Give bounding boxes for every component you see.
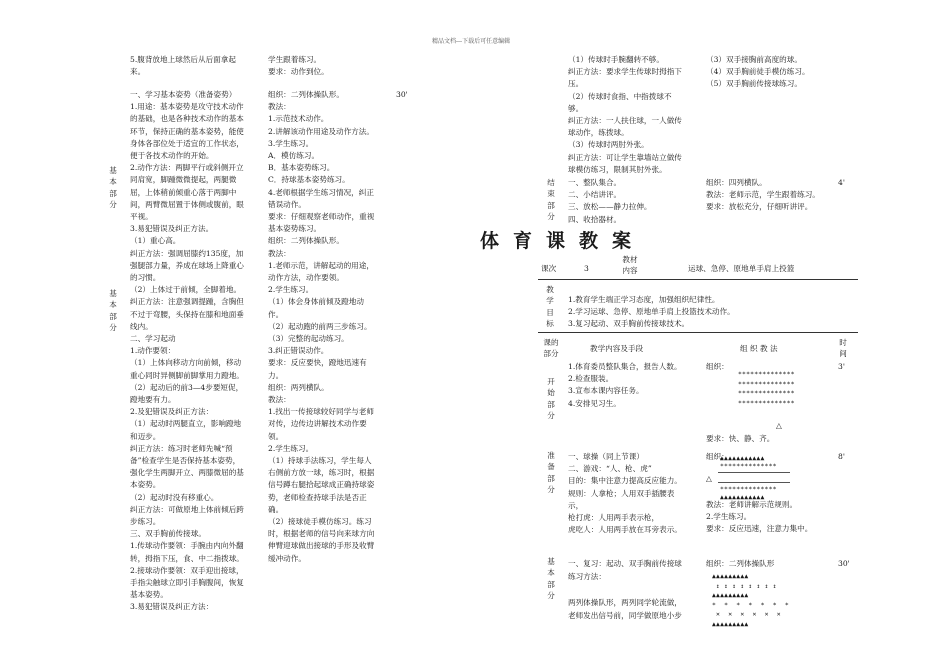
row-divider xyxy=(538,332,858,333)
goal-section: 教学目标 xyxy=(546,285,554,329)
content-line: （2）传球时食指、中指拨球不 xyxy=(568,91,672,101)
content-line: 够。 xyxy=(568,103,584,113)
basic-organization: 组织：二列体操队形 xyxy=(706,559,775,568)
content-line: （1）传球时手腕翻转不够。 xyxy=(568,55,664,64)
column-content-header: 教学内容及手段 xyxy=(590,344,644,353)
start-section: 开始部分 xyxy=(547,377,555,421)
column-method-header: 组 织 教 法 xyxy=(740,344,778,353)
content-line: 纠正方法：可做原地上体前倾后跨 xyxy=(130,504,244,514)
content-line: 1.动作要领： xyxy=(130,346,176,356)
method-line: 基本姿势练习。 xyxy=(268,224,322,234)
method-line: 教法： xyxy=(268,248,291,258)
content-line: 基本姿势。 xyxy=(130,590,168,600)
left-top-c1-1: 来。 xyxy=(130,67,146,76)
method-line: 1.找出一传接球较好同学与老师 xyxy=(268,407,374,417)
method-line: 教法： xyxy=(268,395,291,404)
method-line: （4）双手胸前徒手模仿练习。 xyxy=(706,67,810,77)
method-line: 力。 xyxy=(268,370,284,380)
content-line: （2）起动时没有移重心。 xyxy=(130,492,219,502)
method-line: 教法： xyxy=(268,102,291,112)
method-line: 1.示范技术动作。 xyxy=(268,114,329,124)
content-line: 纠正方法：注意强调提踵，含胸但 xyxy=(130,297,244,307)
content-line: 1.传球动作要领：手腕由内向外翻 xyxy=(130,541,244,551)
method-line: 信号蹲右腿拾起球成正确持球姿 xyxy=(268,480,375,490)
method-line: 2.学生练习。 xyxy=(268,285,314,295)
content-line: 备”检查学生是否保持基本姿势， xyxy=(130,456,241,465)
content-line: 纠正方法：一人扶住球，一人做传 xyxy=(568,116,682,125)
game-formation-figure: ▲▲▲▲▲▲▲▲▲▲▲ xyxy=(720,454,765,462)
content-line: 纠正方法：要求学生传球时拇指下 xyxy=(568,67,682,77)
content-line: 3.易犯错误及纠正方法： xyxy=(130,602,214,612)
game-formation-figure-3: ************** xyxy=(720,485,777,493)
lesson-label: 课次 xyxy=(541,264,557,273)
content-line: （2）起动后的前3—4步要短促， xyxy=(130,382,244,392)
content-line: 便于各技术动作的开始。 xyxy=(130,151,214,160)
method-line: 4.老师根据学生练习情况，纠正 xyxy=(268,187,374,197)
goal-line: 1.教育学生端正学习态度，加强组织纪律性。 xyxy=(568,295,720,304)
content-line: （1）起动时两腿直立，影响蹬地 xyxy=(130,419,242,429)
basic-section: 基本部分 xyxy=(547,557,555,601)
method-line: （1）体会身体前倾及蹬地动 xyxy=(268,297,364,307)
content-line: 的基础，也是各种技术动作的基本 xyxy=(130,114,244,124)
content-line: 4.安排见习生。 xyxy=(568,398,621,408)
method-line: 右侧前方放一球，练习时，根据 xyxy=(268,468,375,478)
content-line: 一、球操（同上节课） xyxy=(568,452,644,461)
method-line: （3）双手接胸前高度的球。 xyxy=(706,55,802,64)
method-line: 组织：二列体操队形。 xyxy=(268,236,344,246)
method-line: 教法：老师示范，学生跟着练习。 xyxy=(706,190,820,200)
content-line: 纠正方法：强调屈膝约135度，加 xyxy=(130,248,244,258)
left-top-c2-0: 学生跟着练习。 xyxy=(268,55,322,64)
content-line: 步练习。 xyxy=(130,517,161,526)
content-line: 手指尖触球立即引手胸腹间，恢复 xyxy=(130,578,244,587)
method-line: 组织：二列体操队形。 xyxy=(268,90,344,99)
prep-section: 准备部分 xyxy=(547,451,555,495)
content-line: 三、双手胸前传接球。 xyxy=(130,529,206,539)
content-line: 示， xyxy=(568,500,584,510)
pair-formation-figure: ▲▲▲▲▲▲▲▲▲ ↕ ↕ ↕ ↕ ↕ ↕ ↕ ↕ ▲▲▲▲▲▲▲▲▲ * * * * * * * ✕ ✕ ✕ ✕ ✕ ✕ ▲▲▲▲▲▲▲▲▲ xyxy=(712,572,789,628)
method-line: 2.讲解该动作用途及动作方法。 xyxy=(268,126,374,136)
content-line: 虎吃人：人用两手放在耳旁表示。 xyxy=(568,525,682,535)
content-line: 转，拇指下压，食、中二指拨球。 xyxy=(130,553,244,563)
content-line: 1.用途：基本姿势是攻守技术动作 xyxy=(130,102,244,112)
game-formation-figure-2: ************** xyxy=(720,462,777,470)
content-line: 不过于弯腰，头保持在膝和地面垂 xyxy=(130,309,244,319)
row-divider xyxy=(538,279,858,280)
start-time: 3' xyxy=(838,362,845,371)
prep-organization: 组织： xyxy=(706,452,729,461)
content-line: 身体各部位处于适宜的工作状态， xyxy=(130,138,244,148)
content-line: 2.接球动作要领：双手迎出接球， xyxy=(130,565,244,575)
content-line: 1.体育委员整队集合，报告人数。 xyxy=(568,362,682,371)
teacher-triangle-icon: △ xyxy=(776,421,782,430)
left-time-30: 30' xyxy=(396,90,408,99)
page-title: 体育课教案 xyxy=(480,230,646,252)
method-line: 时，根据老师的信号向来球方向 xyxy=(268,529,375,539)
lesson-number: 3 xyxy=(584,264,589,273)
method-line: 作。 xyxy=(268,309,284,319)
content-line: 一、整队集合。 xyxy=(568,178,622,187)
left-section-basic-1: 基本部分 xyxy=(109,166,117,210)
goal-line: 2.学习运球、急停、原地单手肩上投篮技术动作。 xyxy=(568,307,735,317)
content-line: 重心同时异侧脚前脚掌用力蹬地。 xyxy=(130,370,244,380)
content-line: 3.易犯错误及纠正方法。 xyxy=(130,224,214,234)
content-line: 2.动作方法：两脚平行或斜侧开立 xyxy=(130,163,244,173)
content-line: 一、学习基本姿势（准备姿势） xyxy=(130,90,237,99)
content-line: 纠正方法：练习时老师先喊“预 xyxy=(130,443,233,453)
content-line: 强腿部力量，养成在球场上降重心 xyxy=(130,260,244,270)
content-line: 规则：人拿枪；人用双手插腰表 xyxy=(568,488,675,498)
method-line: 伸臂迎球做出接球的手形及收臂 xyxy=(268,541,375,551)
content-line: （1）重心高。 xyxy=(130,236,181,246)
content-line: 球动作，练拨球。 xyxy=(568,128,629,138)
content-line: 屈，上体稍前倾重心落于两脚中 xyxy=(130,187,237,197)
content-line: 间，两臂微屈置于体侧或腹前，眼 xyxy=(130,199,244,209)
prep-requirement: 要求：反应迅速，注意力集中。 xyxy=(706,524,813,533)
start-organization: 组织： xyxy=(706,362,729,371)
content-line: 两列体操队形，两列同学轮流做， xyxy=(568,598,682,607)
method-line: A．模仿练习。 xyxy=(268,151,320,160)
content-line: 2.及犯错误及纠正方法： xyxy=(130,407,214,417)
method-line: 2.学生练习。 xyxy=(268,443,314,453)
goal-line: 3.复习起动、双手胸前传接球技术。 xyxy=(568,319,690,329)
left-top-c1-0: 5.腹背放地上球然后从后面拿起 xyxy=(130,55,236,64)
content-line: 四、收拾器材。 xyxy=(568,214,622,224)
method-line: 确。 xyxy=(268,504,284,514)
method-line: 势，老师检查持球手法是否正 xyxy=(268,492,367,502)
content-line: 和迈步。 xyxy=(130,431,161,441)
game-formation-figure-4: ▲▲▲▲▲▲▲▲▲▲▲ xyxy=(720,493,765,501)
method-line: B．基本姿势练习。 xyxy=(268,163,335,173)
content-line: 环节，保持正确的基本姿势，能使 xyxy=(130,126,244,136)
method-line: （3）完整的起动练习。 xyxy=(268,334,349,343)
prep-time: 8' xyxy=(838,452,845,461)
method-line: C．持球基本姿势练习。 xyxy=(268,175,350,185)
content-line: 二、小结讲评。 xyxy=(568,190,622,200)
page-header-note: 精品文档---下载后可任意编辑 xyxy=(432,38,511,45)
content-line: 平视。 xyxy=(130,212,153,221)
content-line: 蹬地要有力。 xyxy=(130,395,176,404)
content-line: 纠正方法：可让学生靠墙站立做传 xyxy=(568,152,682,162)
column-time-header: 时间 xyxy=(839,338,847,359)
content-line: 2.检查服装。 xyxy=(568,374,614,384)
part-label: 课的部分 xyxy=(543,338,559,359)
basic-time: 30' xyxy=(838,559,850,568)
content-line: 球模仿练习，限制其肘外张。 xyxy=(568,164,667,174)
method-line: 组织：四列横队。 xyxy=(706,178,767,187)
method-line: 3.纠正错误动作。 xyxy=(268,346,329,356)
method-line: 错误动作。 xyxy=(268,199,306,209)
content-line: 三、放松——静力拉伸。 xyxy=(568,202,652,212)
method-line: 动作方法，动作要领。 xyxy=(268,273,344,282)
content-line: 线内。 xyxy=(130,321,153,331)
content-line: 二、游戏：“人、枪、虎” xyxy=(568,464,652,474)
method-line: 对传，边传边讲解技术动作要 xyxy=(268,419,367,429)
method-line: 要求：反应要快，蹬地迅速有 xyxy=(268,358,367,368)
content-line: 老师发出信号前，同学做原地小步 xyxy=(568,611,682,620)
content-line: 一、复习：起动、双手胸前传接球 xyxy=(568,559,682,568)
method-line: 要求：仔细观察老师动作，重视 xyxy=(268,212,375,221)
method-line: 组织：两列横队。 xyxy=(268,382,329,392)
method-line: 3.学生练习。 xyxy=(268,138,314,148)
content-line: 3.宣布本课内容任务。 xyxy=(568,386,644,396)
material-label: 教材内容 xyxy=(622,255,638,276)
content-line: 本姿势。 xyxy=(130,480,161,490)
content-line: （3）传球时两肘外张。 xyxy=(568,140,649,150)
prep-method: 教法：老师讲解示范规则。 xyxy=(706,500,798,509)
method-line: （2）接球徒手模仿练习。练习 xyxy=(268,517,372,526)
content-line: 枪打虎：人用两手表示枪， xyxy=(568,513,660,522)
teacher-triangle-icon: △ xyxy=(706,474,712,483)
content-line: 压。 xyxy=(568,79,584,89)
content-line: 二、学习起动 xyxy=(130,334,176,343)
game-line xyxy=(718,482,790,483)
content-line: （2）上体过于前倾，全脚着地。 xyxy=(130,285,242,295)
left-top-c2-1: 要求：动作到位。 xyxy=(268,67,329,76)
start-requirement: 要求：快、静、齐。 xyxy=(706,434,775,443)
method-line: （1）持球手法练习，学生每人 xyxy=(268,456,372,465)
content-line: 目的：集中注意力提高反应能力。 xyxy=(568,476,682,486)
method-line: 要求：放松充分，仔细听讲评。 xyxy=(706,202,813,212)
method-line: （5）双手胸前传接球练习。 xyxy=(706,79,802,89)
content-line: 练习方法： xyxy=(568,572,606,581)
formation-rows-figure: ************** ************** ************** ************** xyxy=(738,370,795,407)
left-section-basic-2: 基本部分 xyxy=(109,289,117,333)
material-content: 运球、急停、原地单手肩上投篮 xyxy=(688,264,795,273)
content-line: 的习惯。 xyxy=(130,273,161,282)
content-line: 强化学生两脚开立、两膝微屈的基 xyxy=(130,468,244,478)
content-line: 同肩宽，脚踵微微提起，两腿微 xyxy=(130,175,237,185)
right-end-time: 4' xyxy=(838,178,845,187)
method-line: 领。 xyxy=(268,431,284,441)
method-line: 1.老师示范，讲解起动的用途， xyxy=(268,260,374,270)
content-line: （1）上体向移动方向前倾，移动 xyxy=(130,358,242,368)
method-line: 缓冲动作。 xyxy=(268,553,306,563)
right-section-end: 结束部分 xyxy=(547,178,555,222)
prep-method-2: 2.学生练习。 xyxy=(706,512,752,521)
method-line: （2）起动跑的前两三步练习。 xyxy=(268,321,372,331)
game-line xyxy=(718,472,790,473)
